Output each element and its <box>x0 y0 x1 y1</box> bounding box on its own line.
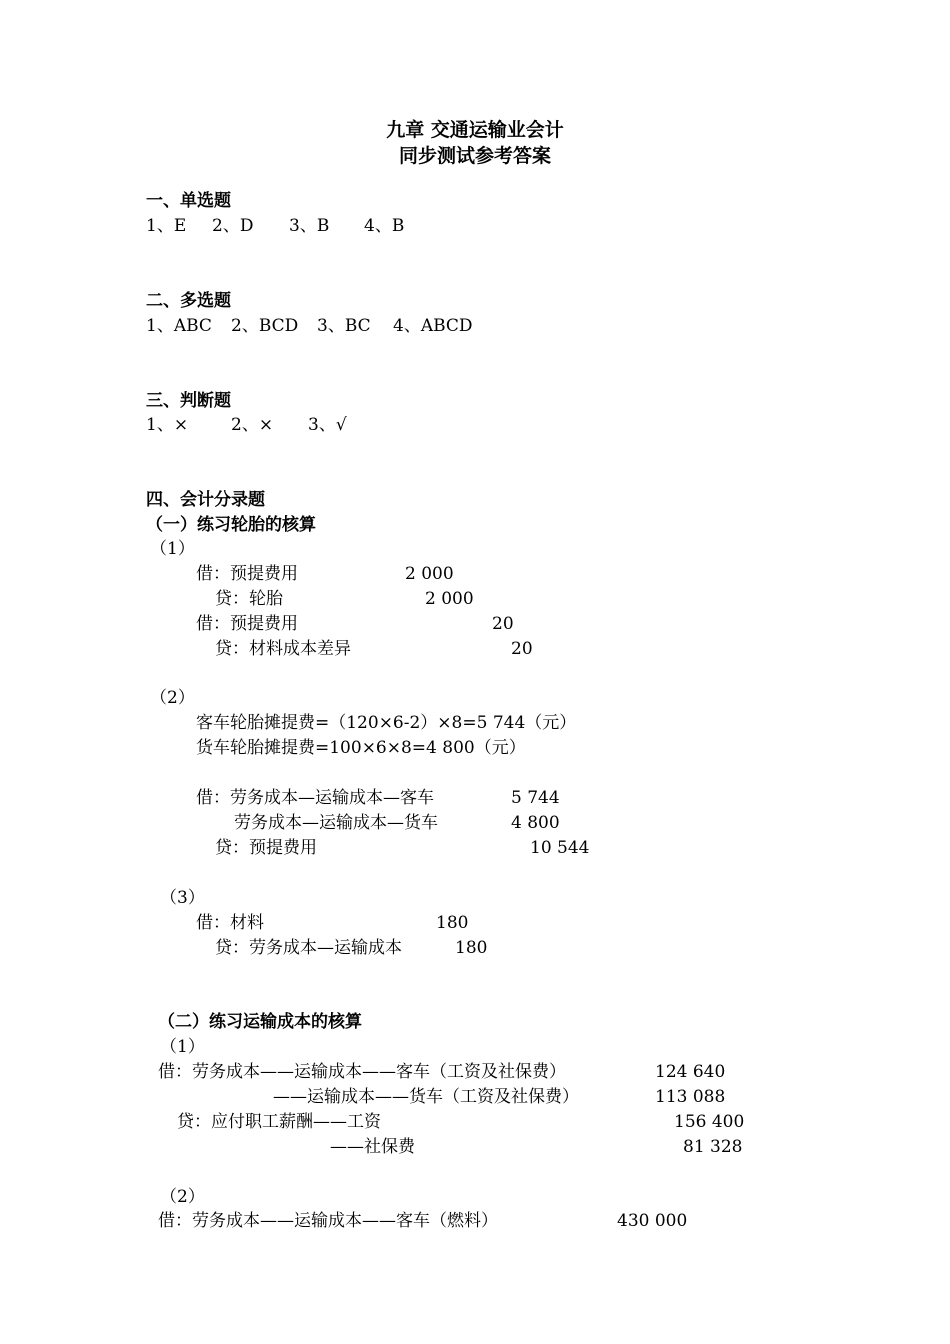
section-heading-true-false: 三、判断题 <box>146 391 231 411</box>
section-heading-journal-entries: 四、会计分录题 <box>146 490 265 510</box>
entry-amount: 124 640 <box>655 1062 726 1082</box>
entry-debit: 借：预提费用 <box>196 564 298 584</box>
entry-amount: 2 000 <box>425 589 474 609</box>
entry-amount: 113 088 <box>655 1087 726 1107</box>
entry-debit: 劳务成本—运输成本—货车 <box>234 813 438 833</box>
entry-credit: 贷：劳务成本—运输成本 <box>215 938 402 958</box>
page-subtitle: 同步测试参考答案 <box>398 145 551 167</box>
entry-credit: 贷：应付职工薪酬——工资 <box>177 1112 381 1132</box>
formula-line: 客车轮胎摊提费=（120×6-2）×8=5 744（元） <box>196 713 577 733</box>
answer-item: 1、ABC <box>146 316 212 336</box>
question-label: （1） <box>150 539 195 559</box>
formula-line: 货车轮胎摊提费=100×6×8=4 800（元） <box>196 738 526 758</box>
entry-amount: 156 400 <box>674 1112 745 1132</box>
entry-debit: 借：劳务成本—运输成本—客车 <box>196 788 434 808</box>
entry-debit: 借：劳务成本——运输成本——客车（燃料） <box>158 1211 498 1231</box>
entry-debit: ——运输成本——货车（工资及社保费） <box>273 1087 579 1107</box>
subsection-heading-transport-cost: （二）练习运输成本的核算 <box>158 1012 362 1032</box>
question-label: （3） <box>160 888 205 908</box>
page-title: 九章 交通运输业会计 <box>386 119 564 141</box>
entry-amount: 4 800 <box>511 813 560 833</box>
question-label: （1） <box>160 1037 205 1057</box>
entry-amount: 10 544 <box>530 838 590 858</box>
question-label: （2） <box>160 1187 205 1207</box>
answer-item: 3、B <box>289 216 330 236</box>
entry-amount: 20 <box>511 639 533 659</box>
section-heading-single-choice: 一、单选题 <box>146 191 231 211</box>
answer-item: 3、√ <box>308 415 347 435</box>
answer-item: 2、D <box>212 216 254 236</box>
answer-item: 4、B <box>364 216 405 236</box>
section-heading-multi-choice: 二、多选题 <box>146 291 231 311</box>
entry-debit: 借：劳务成本——运输成本——客车（工资及社保费） <box>158 1062 566 1082</box>
entry-amount: 81 328 <box>683 1137 743 1157</box>
answer-item: 2、× <box>231 415 274 435</box>
answer-item: 3、BC <box>317 316 371 336</box>
entry-credit: ——社保费 <box>330 1137 415 1157</box>
entry-credit: 贷：预提费用 <box>215 838 317 858</box>
entry-amount: 430 000 <box>617 1211 688 1231</box>
entry-amount: 5 744 <box>511 788 560 808</box>
entry-credit: 贷：材料成本差异 <box>215 639 351 659</box>
entry-amount: 20 <box>492 614 514 634</box>
entry-debit: 借：材料 <box>196 913 264 933</box>
answer-item: 1、× <box>146 415 189 435</box>
entry-amount: 180 <box>455 938 488 958</box>
answer-item: 1、E <box>146 216 187 236</box>
subsection-heading-tires: （一）练习轮胎的核算 <box>146 515 316 535</box>
question-label: （2） <box>150 688 195 708</box>
entry-amount: 2 000 <box>405 564 454 584</box>
entry-debit: 借：预提费用 <box>196 614 298 634</box>
entry-amount: 180 <box>436 913 469 933</box>
answer-item: 2、BCD <box>231 316 299 336</box>
answer-item: 4、ABCD <box>393 316 473 336</box>
entry-credit: 贷：轮胎 <box>215 589 283 609</box>
